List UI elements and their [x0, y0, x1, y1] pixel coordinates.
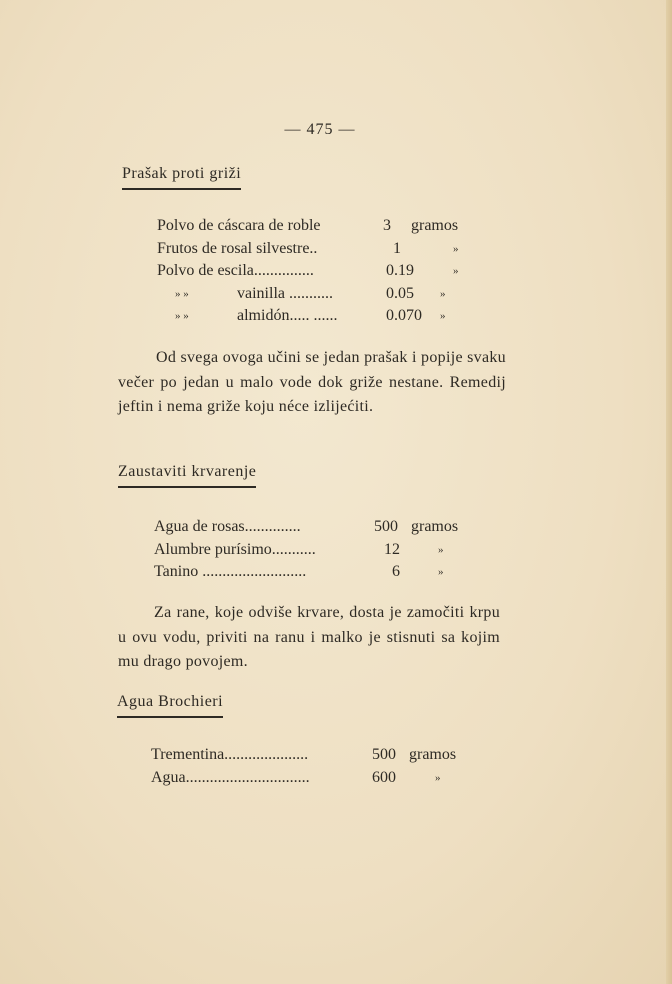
- ingredient-unit: »: [453, 265, 459, 277]
- ingredient-qty: 1: [393, 239, 401, 257]
- paragraph: Od svega ovoga učini se jedan prašak i popije svaku večer po jedan u malo vode dok griže nestane. Remedij jeftin i nema griže koju néce izlijećiti.: [118, 349, 506, 415]
- ingredient-qty: 500: [374, 518, 398, 535]
- ingredient-unit: »: [453, 242, 459, 255]
- ingredient-name: vainilla ...........: [237, 284, 333, 302]
- ingredient-list: [154, 516, 474, 584]
- ingredient-qty: 3: [383, 217, 391, 234]
- ingredient-row: [154, 516, 474, 539]
- ingredient-row: [157, 283, 487, 306]
- ingredient-qty: 0.19: [386, 262, 414, 279]
- ingredient-name: Agua...............................: [151, 768, 310, 786]
- ingredient-row: [157, 305, 487, 328]
- ingredient-name: Agua de rosas..............: [154, 518, 301, 535]
- ingredient-row: [157, 215, 487, 238]
- ingredient-row: [157, 260, 487, 283]
- ingredient-name: Polvo de escila...............: [157, 262, 314, 279]
- ingredient-qty: 500: [372, 746, 396, 763]
- ingredient-unit: gramos: [409, 746, 457, 763]
- ingredient-unit: »: [435, 771, 441, 784]
- ingredient-row: [151, 744, 471, 767]
- ingredient-row: [157, 238, 487, 261]
- ingredient-name: Polvo de cáscara de roble: [157, 217, 321, 234]
- page-number: — 475 —: [284, 121, 356, 138]
- section-heading: Zaustaviti krvarenje: [118, 463, 256, 488]
- ingredient-qty: 0.070: [386, 307, 422, 324]
- ingredient-unit: »: [438, 566, 444, 578]
- ditto-marks: » »: [175, 287, 189, 300]
- ingredient-qty: 0.05: [386, 284, 414, 302]
- ingredient-unit: »: [440, 310, 446, 322]
- ingredient-row: [154, 561, 474, 584]
- ingredient-name: almidón..... ......: [237, 307, 338, 324]
- ditto-marks: » »: [175, 310, 189, 322]
- ingredient-unit: »: [438, 543, 444, 556]
- ingredient-qty: 6: [392, 563, 400, 580]
- paragraph: Za rane, koje odviše krvare, dosta je zamočiti krpu u ovu vodu, priviti na ranu i malko je stisnuti sa kojim mu drago povojem.: [118, 604, 500, 670]
- section-heading: Prašak proti griži: [122, 165, 241, 190]
- ingredient-row: [151, 767, 471, 790]
- section-heading: Agua Brochieri: [117, 693, 223, 718]
- ingredient-name: Frutos de rosal silvestre..: [157, 239, 318, 257]
- ingredient-qty: 600: [372, 768, 396, 786]
- page-edge: [666, 0, 672, 984]
- ingredient-name: Tanino ..........................: [154, 563, 307, 580]
- ingredient-list: [151, 744, 471, 789]
- ingredient-qty: 12: [384, 540, 400, 558]
- ingredient-unit: »: [440, 287, 446, 300]
- ingredient-unit: gramos: [411, 217, 459, 234]
- ingredient-row: [154, 539, 474, 562]
- ingredient-name: Alumbre purísimo...........: [154, 540, 316, 558]
- ingredient-list: [157, 215, 487, 328]
- ingredient-name: Trementina.....................: [151, 746, 309, 763]
- ingredient-unit: gramos: [411, 518, 459, 535]
